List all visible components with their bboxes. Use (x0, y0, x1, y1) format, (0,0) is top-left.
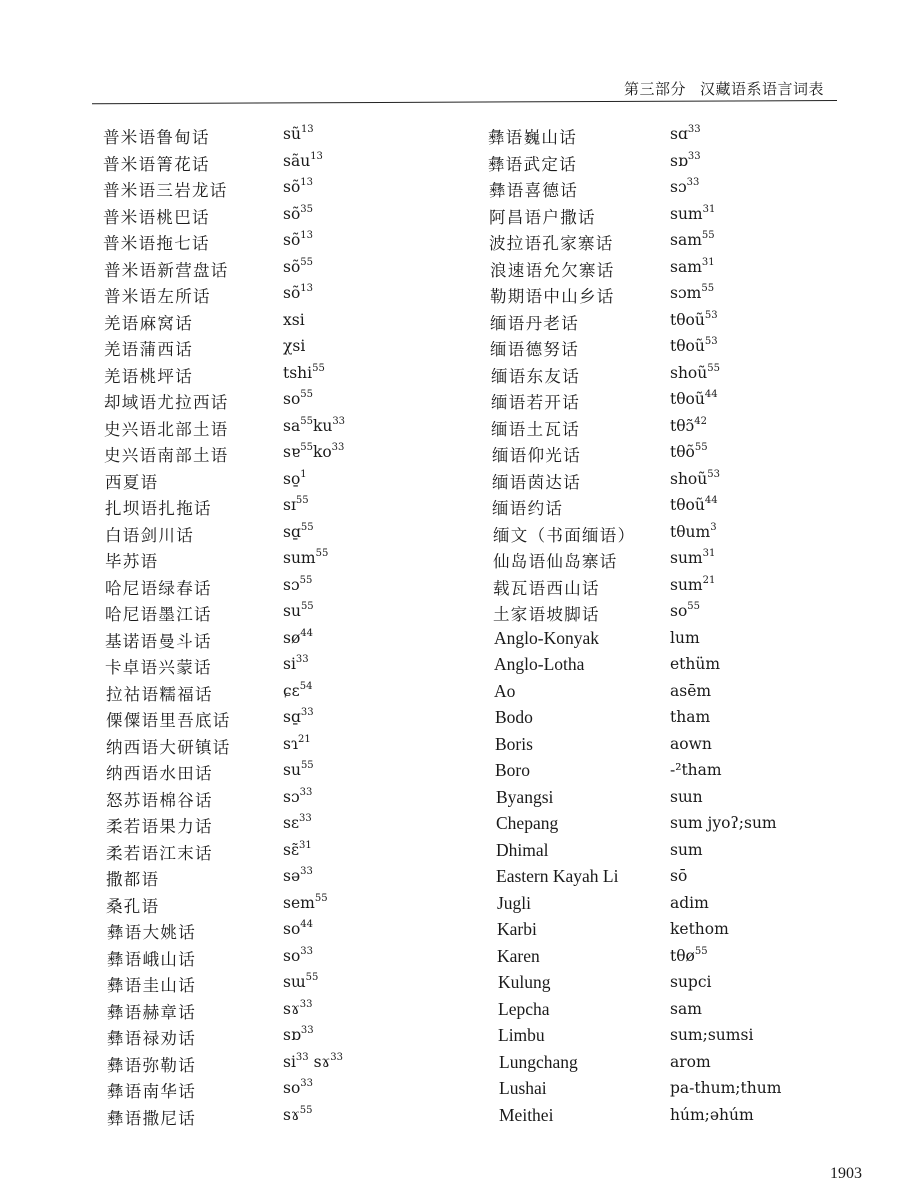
running-header (92, 78, 832, 102)
language-name: Boro (495, 760, 530, 780)
word-form (283, 549, 328, 567)
form-text: sum (670, 575, 703, 594)
language-name: 阿昌语户撒话 (489, 207, 596, 227)
tone-superscript: 33 (300, 1025, 314, 1036)
word-form (283, 311, 305, 329)
language-name: 哈尼语墨江话 (105, 605, 212, 624)
word-form (670, 947, 708, 965)
word-form (283, 152, 323, 170)
tone-superscript: 55 (314, 892, 328, 904)
language-name: 羌语蒲西话 (104, 340, 193, 359)
tone-superscript: 53 (707, 468, 720, 480)
word-form (670, 920, 729, 938)
word-form (670, 125, 701, 143)
form-text: sum;sumsi (670, 1026, 754, 1044)
tone-superscript: 55 (312, 362, 325, 374)
word-form (283, 920, 313, 938)
word-form (670, 708, 710, 726)
word-form (670, 1106, 754, 1124)
form-text: lum (670, 628, 700, 647)
word-form (670, 1053, 711, 1071)
form-text: ethüm (670, 655, 721, 673)
tone-superscript: 33 (687, 150, 701, 162)
language-name: Dhimal (496, 839, 549, 860)
form-text: χsi (283, 337, 306, 355)
language-name: 彝语弥勒话 (107, 1055, 196, 1075)
word-form (283, 1026, 314, 1044)
language-name: 史兴语北部土语 (104, 419, 229, 439)
form-text: sõ (283, 178, 301, 196)
word-form (283, 231, 313, 249)
form-text: supci (670, 973, 712, 991)
word-form (283, 708, 314, 726)
form-text: sɐ (283, 443, 301, 461)
form-text: so (283, 920, 301, 938)
form-text: si (283, 655, 296, 673)
tone-superscript: 55 (701, 230, 715, 241)
form-text: tθoũ (670, 496, 705, 514)
language-name: 拉祜语糯福话 (106, 684, 213, 704)
form-text: tθø (670, 946, 695, 965)
language-name: 彝语赫章话 (107, 1002, 196, 1022)
word-form (670, 231, 715, 249)
tone-superscript: 55 (300, 760, 314, 771)
language-name: 缅语若开话 (491, 393, 580, 412)
language-name: 普米语新营盘话 (104, 260, 229, 280)
form-text: sam (670, 257, 702, 276)
word-form (670, 284, 714, 302)
language-name: 浪速语允欠寨话 (490, 260, 615, 280)
form-text: sə (283, 867, 301, 885)
word-form (670, 523, 717, 541)
tone-superscript: 55 (300, 256, 314, 268)
tone-superscript: 31 (701, 256, 715, 268)
tone-superscript: 13 (300, 177, 314, 188)
form-text: sam (670, 231, 702, 249)
tone-superscript: 33 (299, 786, 313, 798)
tone-superscript: 55 (299, 1104, 313, 1116)
word-form (283, 576, 312, 594)
form-text: so (283, 946, 301, 965)
language-name: 桑孔语 (106, 896, 160, 916)
form-text-2: ku (312, 416, 333, 435)
word-form (670, 788, 703, 806)
tone-superscript: 35 (300, 203, 314, 215)
tone-superscript: 55 (295, 495, 309, 506)
form-text: sɒ (283, 1026, 301, 1044)
word-form (283, 1000, 312, 1018)
word-form (283, 682, 312, 700)
word-form (670, 443, 708, 461)
form-text: ɕɛ (283, 681, 300, 700)
tone-superscript: 33 (295, 654, 309, 665)
language-name: 毕苏语 (105, 552, 159, 571)
word-form (670, 682, 711, 700)
tone-superscript: 3 (710, 521, 717, 533)
form-text: sɑ (670, 125, 688, 143)
language-name: 彝语峨山话 (107, 949, 196, 969)
word-form (283, 205, 313, 223)
form-text: sō (670, 867, 688, 885)
word-form (283, 735, 311, 753)
tone-superscript: 21 (702, 574, 716, 586)
language-name: Lungchang (499, 1051, 578, 1072)
form-text: shoũ (670, 363, 708, 382)
form-text: so (670, 602, 688, 620)
tone-superscript: 55 (315, 548, 329, 559)
form-text-2: ko (312, 443, 332, 461)
form-text: sum (670, 840, 703, 859)
word-form (670, 152, 701, 170)
word-form (670, 337, 718, 355)
form-text: sɤ (283, 1105, 300, 1124)
tone-superscript: 13 (310, 150, 323, 162)
form-text: sãu (283, 151, 311, 170)
form-text: tθõ (670, 443, 695, 461)
word-form (283, 258, 313, 276)
language-name: Meithei (499, 1104, 554, 1125)
language-name: 波拉语孔家寨话 (489, 234, 614, 253)
language-name: 缅语约话 (492, 499, 564, 518)
language-name: 柔若语江末话 (106, 843, 213, 863)
language-name: 纳西语大研镇话 (106, 737, 231, 757)
form-text: sõ (283, 257, 301, 276)
word-form (283, 841, 312, 859)
tone-superscript: 54 (299, 680, 313, 692)
word-form (283, 364, 325, 382)
language-name: 彝语巍山话 (488, 128, 577, 147)
word-form (670, 655, 720, 673)
tone-superscript: 55 (687, 601, 701, 612)
language-name: Chepang (496, 813, 559, 833)
form-text: tθoũ (670, 337, 705, 355)
language-name: 彝语武定话 (488, 154, 577, 174)
form-text: sõ (283, 231, 301, 249)
language-name: Eastern Kayah Li (496, 866, 619, 886)
tone-superscript: 53 (704, 309, 718, 321)
tone-superscript: 55 (300, 601, 314, 612)
word-form (283, 443, 344, 461)
word-form (283, 390, 313, 408)
tone-superscript: 33 (298, 813, 312, 824)
word-form (670, 867, 687, 885)
form-text: so (283, 1079, 301, 1097)
word-form (670, 364, 720, 382)
tone-superscript: 33 (686, 177, 700, 188)
word-form (283, 470, 307, 488)
word-form (670, 205, 715, 223)
word-form (670, 894, 709, 912)
tone-superscript-2: 33 (332, 415, 346, 427)
language-name: 普米语鲁甸话 (103, 128, 210, 147)
form-text: sem (283, 893, 315, 912)
form-text: sõ (283, 284, 301, 302)
form-text: sũ (283, 125, 301, 143)
language-name: Anglo-Lotha (494, 654, 585, 674)
language-name: 基诺语曼斗话 (105, 631, 212, 651)
form-text: sa (283, 416, 301, 435)
word-form (670, 735, 712, 753)
language-name: Limbu (498, 1025, 545, 1045)
tone-superscript: 55 (694, 442, 708, 453)
form-text: sɯ (283, 973, 306, 991)
language-name: 柔若语果力话 (106, 817, 213, 836)
language-name: 彝语南华话 (107, 1082, 196, 1101)
tone-superscript: 21 (297, 733, 311, 745)
form-text: tham (670, 708, 711, 726)
tone-superscript: 31 (702, 548, 716, 559)
tone-superscript: 55 (305, 972, 319, 983)
language-name: Kulung (498, 972, 551, 992)
word-form (283, 894, 328, 912)
tone-superscript: 13 (300, 124, 314, 135)
form-text: tθoũ (670, 310, 705, 329)
form-text: su (283, 761, 301, 779)
form-text: shoũ (670, 469, 708, 488)
language-name: 却域语尤拉西话 (104, 393, 229, 412)
form-text: aown (670, 734, 712, 753)
language-name: Jugli (497, 892, 532, 913)
language-name: Anglo-Konyak (494, 627, 599, 648)
tone-superscript: 31 (298, 839, 312, 851)
word-form (670, 761, 722, 779)
language-name: Boris (495, 733, 533, 754)
word-form (670, 973, 712, 991)
form-text: sõ (283, 204, 301, 223)
tone-superscript: 1 (300, 468, 307, 480)
word-form (283, 125, 314, 143)
language-name: Ao (494, 680, 516, 701)
word-form (670, 470, 720, 488)
word-form (283, 284, 313, 302)
language-name: 缅语东友话 (491, 366, 580, 386)
tone-superscript: 33 (687, 124, 701, 135)
form-text: kethom (670, 920, 729, 938)
word-form (670, 549, 715, 567)
word-form (670, 311, 718, 329)
tone-superscript: 42 (694, 415, 707, 427)
form-text: sɔ (283, 787, 300, 806)
word-form (283, 867, 313, 885)
language-name: 土家语坡脚话 (493, 605, 600, 624)
language-name: 哈尼语绿春话 (105, 578, 212, 598)
word-form (670, 258, 715, 276)
word-form (670, 841, 703, 859)
word-form (283, 814, 312, 832)
language-name: Karbi (497, 919, 537, 939)
language-name: 缅文（书面缅语） (493, 525, 636, 545)
word-form (283, 523, 314, 541)
tone-superscript: 13 (300, 230, 314, 241)
form-text: sum (283, 549, 316, 567)
tone-superscript: 31 (702, 203, 716, 215)
language-name: 怒苏语棉谷话 (106, 790, 213, 810)
language-name: 仙岛语仙岛寨话 (493, 552, 618, 571)
language-name: 史兴语南部土语 (104, 446, 229, 465)
language-name: Lushai (499, 1078, 547, 1098)
form-text: tθum (670, 522, 711, 541)
language-name: 普米语桃巴话 (103, 207, 210, 227)
form-text: sɤ (283, 999, 300, 1018)
form-text: sum jyoʔ;sum (670, 814, 777, 832)
language-name: Byangsi (496, 786, 554, 807)
form-text: -²tham (670, 761, 722, 779)
tone-superscript: 44 (704, 389, 718, 400)
tone-superscript-2: 33 (330, 1051, 344, 1063)
form-text: húm;əhúm (670, 1105, 754, 1124)
language-name: 普米语左所话 (104, 287, 211, 306)
form-text: sɔ (670, 178, 687, 196)
word-form (670, 1000, 702, 1018)
language-name: 缅语茵达话 (492, 472, 581, 492)
tone-superscript: 44 (704, 495, 718, 506)
word-form (283, 417, 345, 435)
form-text-2: sɤ (308, 1052, 331, 1071)
header-title (624, 78, 824, 99)
language-name: 彝语圭山话 (107, 976, 196, 995)
tone-superscript: 55 (300, 521, 314, 533)
language-name: 彝语大姚话 (107, 923, 196, 942)
word-form (283, 496, 309, 514)
word-form (283, 788, 312, 806)
tone-superscript: 55 (299, 574, 313, 586)
word-form (670, 576, 715, 594)
word-form (670, 496, 718, 514)
language-name: 载瓦语西山话 (493, 578, 600, 598)
form-text: sɔ (283, 575, 300, 594)
tone-superscript: 55 (707, 362, 720, 374)
language-name: 彝语喜德话 (489, 181, 578, 200)
form-text: sɔm (670, 284, 702, 302)
tone-superscript: 33 (299, 998, 313, 1010)
language-name: 普米语拖七话 (103, 234, 210, 253)
form-text: adim (670, 893, 709, 912)
language-name: 西夏语 (105, 472, 159, 492)
form-text: so̱ (283, 469, 301, 488)
form-text: sɑ̱ (283, 522, 301, 541)
language-name: 羌语麻窝话 (104, 313, 193, 333)
word-form (670, 178, 699, 196)
word-form (283, 1106, 312, 1124)
tone-superscript: 44 (300, 627, 314, 639)
word-form (283, 629, 313, 647)
form-text: sam (670, 999, 702, 1018)
word-form (670, 814, 777, 832)
form-text: sɒ (670, 151, 688, 170)
language-name: 彝语禄劝话 (107, 1029, 196, 1048)
word-form (670, 1026, 753, 1044)
word-form (283, 947, 313, 965)
word-form (283, 973, 318, 991)
word-form (283, 337, 305, 355)
language-name: Bodo (495, 707, 533, 727)
word-form (283, 1079, 313, 1097)
tone-superscript: 33 (295, 1051, 309, 1063)
word-form (670, 602, 700, 620)
form-text: arom (670, 1052, 711, 1071)
form-text: sɛ (283, 814, 299, 832)
header-section-title: 汉藏语系语言词表 (699, 80, 824, 98)
form-text: sum (670, 204, 703, 223)
form-text: pa-thum;thum (670, 1079, 782, 1097)
language-name: 普米语三岩龙话 (103, 181, 228, 200)
language-name: 白语剑川话 (105, 525, 194, 545)
language-name: 傈僳语里吾底话 (106, 711, 231, 730)
form-text: asēm (670, 681, 712, 700)
word-form (283, 761, 314, 779)
header-part: 第三部分 (623, 80, 686, 98)
language-name: Karen (497, 945, 540, 966)
form-text: xsi (283, 310, 305, 329)
tone-superscript: 55 (300, 442, 313, 453)
form-text: tθɔ̃ (670, 416, 695, 435)
form-text: tθoũ (670, 390, 705, 408)
word-form (670, 417, 707, 435)
form-text: sum (670, 549, 703, 567)
language-name: 羌语桃坪话 (104, 366, 193, 386)
language-name: 彝语撒尼话 (107, 1108, 196, 1128)
tone-superscript: 53 (704, 336, 718, 347)
form-text: so (283, 390, 301, 408)
language-name: 缅语德努话 (490, 340, 579, 359)
language-name: 缅语丹老话 (490, 313, 579, 333)
form-text: sɪ (283, 496, 296, 514)
form-text: sɛ̃ (283, 840, 299, 859)
form-text: sɑ̱ (283, 708, 301, 726)
language-name: 撒都语 (106, 870, 160, 889)
tone-superscript: 55 (694, 945, 708, 957)
page-number: 1903 (830, 1165, 862, 1182)
language-name: 缅语土瓦话 (491, 419, 580, 439)
tone-superscript: 33 (300, 707, 314, 718)
language-name: 勒期语中山乡话 (490, 287, 615, 306)
tone-superscript: 55 (701, 283, 715, 294)
tone-superscript: 13 (300, 283, 314, 294)
tone-superscript: 33 (300, 945, 314, 957)
form-text: sɯn (670, 787, 703, 806)
tone-superscript: 44 (300, 919, 314, 930)
word-form (670, 390, 718, 408)
tone-superscript: 33 (300, 866, 313, 877)
tone-superscript: 33 (300, 1078, 314, 1089)
language-name: Lepcha (498, 998, 550, 1019)
word-form (283, 655, 309, 673)
word-form (283, 602, 314, 620)
language-name: 纳西语水田话 (106, 764, 213, 783)
form-text: su (283, 602, 301, 620)
language-name: 普米语箐花话 (103, 154, 210, 174)
form-text: si (283, 1052, 296, 1071)
word-form (670, 1079, 781, 1097)
tone-superscript: 55 (300, 389, 314, 400)
word-form (283, 1053, 343, 1071)
tone-superscript: 55 (300, 415, 313, 427)
language-name: 卡卓语兴蒙话 (105, 658, 212, 677)
word-form (283, 178, 313, 196)
language-name: 缅语仰光话 (492, 446, 581, 465)
form-text: sɿ (283, 734, 298, 753)
form-text: tshi (283, 363, 313, 382)
word-form (670, 629, 700, 647)
form-text: sø (283, 628, 301, 647)
language-name: 扎坝语扎拖话 (105, 499, 212, 518)
tone-superscript-2: 33 (331, 442, 345, 453)
